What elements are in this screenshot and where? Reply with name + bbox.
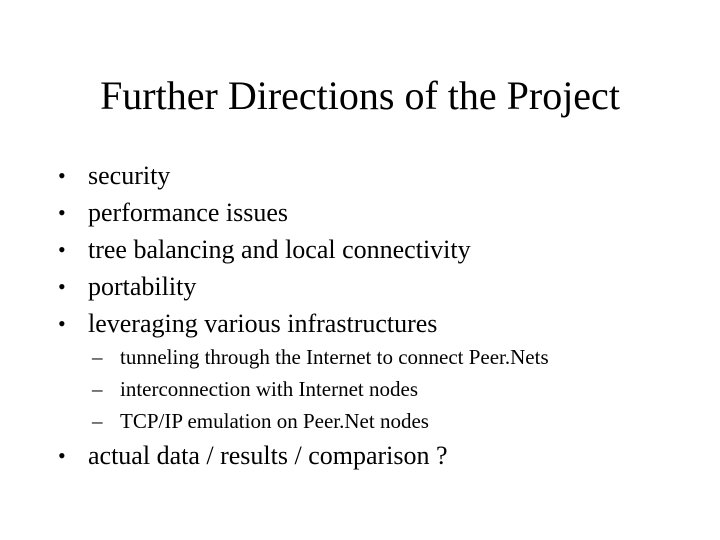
sub-bullet-item-tunneling [92,343,692,375]
sub-bullet-marker: – [92,345,103,369]
bullet-list [58,160,698,345]
bullet-text: security [88,161,171,190]
bullet-item-tree-balancing [58,234,698,271]
sub-bullet-text: tunneling through the Internet to connect Peer.Nets [120,345,549,369]
bullet-item-performance [58,197,698,234]
sub-bullet-list [92,343,692,439]
bullet-marker: • [58,274,66,299]
bullet-text: actual data / results / comparison ? [88,441,448,470]
bullet-text: leveraging various infrastructures [88,309,438,338]
sub-bullet-text: interconnection with Internet nodes [120,377,418,401]
bullet-text: tree balancing and local connectivity [88,235,471,264]
bullet-marker: • [58,237,66,262]
sub-bullet-text: TCP/IP emulation on Peer.Net nodes [120,409,429,433]
bullet-marker: • [58,311,66,336]
bullet-marker: • [58,200,66,225]
sub-bullet-marker: – [92,377,103,401]
bullet-text: performance issues [88,198,288,227]
slide-title: Further Directions of the Project [100,73,620,118]
bullet-text: portability [88,272,197,301]
bullet-item-infrastructures [58,308,698,345]
sub-bullet-item-emulation [92,407,692,439]
bullet-marker: • [58,443,66,468]
bullet-item-portability [58,271,698,308]
sub-bullet-item-interconnection [92,375,692,407]
bullet-item-actual-data [58,440,698,476]
bullet-marker: • [58,163,66,188]
sub-bullet-marker: – [92,409,103,433]
bullet-item-security [58,160,698,197]
